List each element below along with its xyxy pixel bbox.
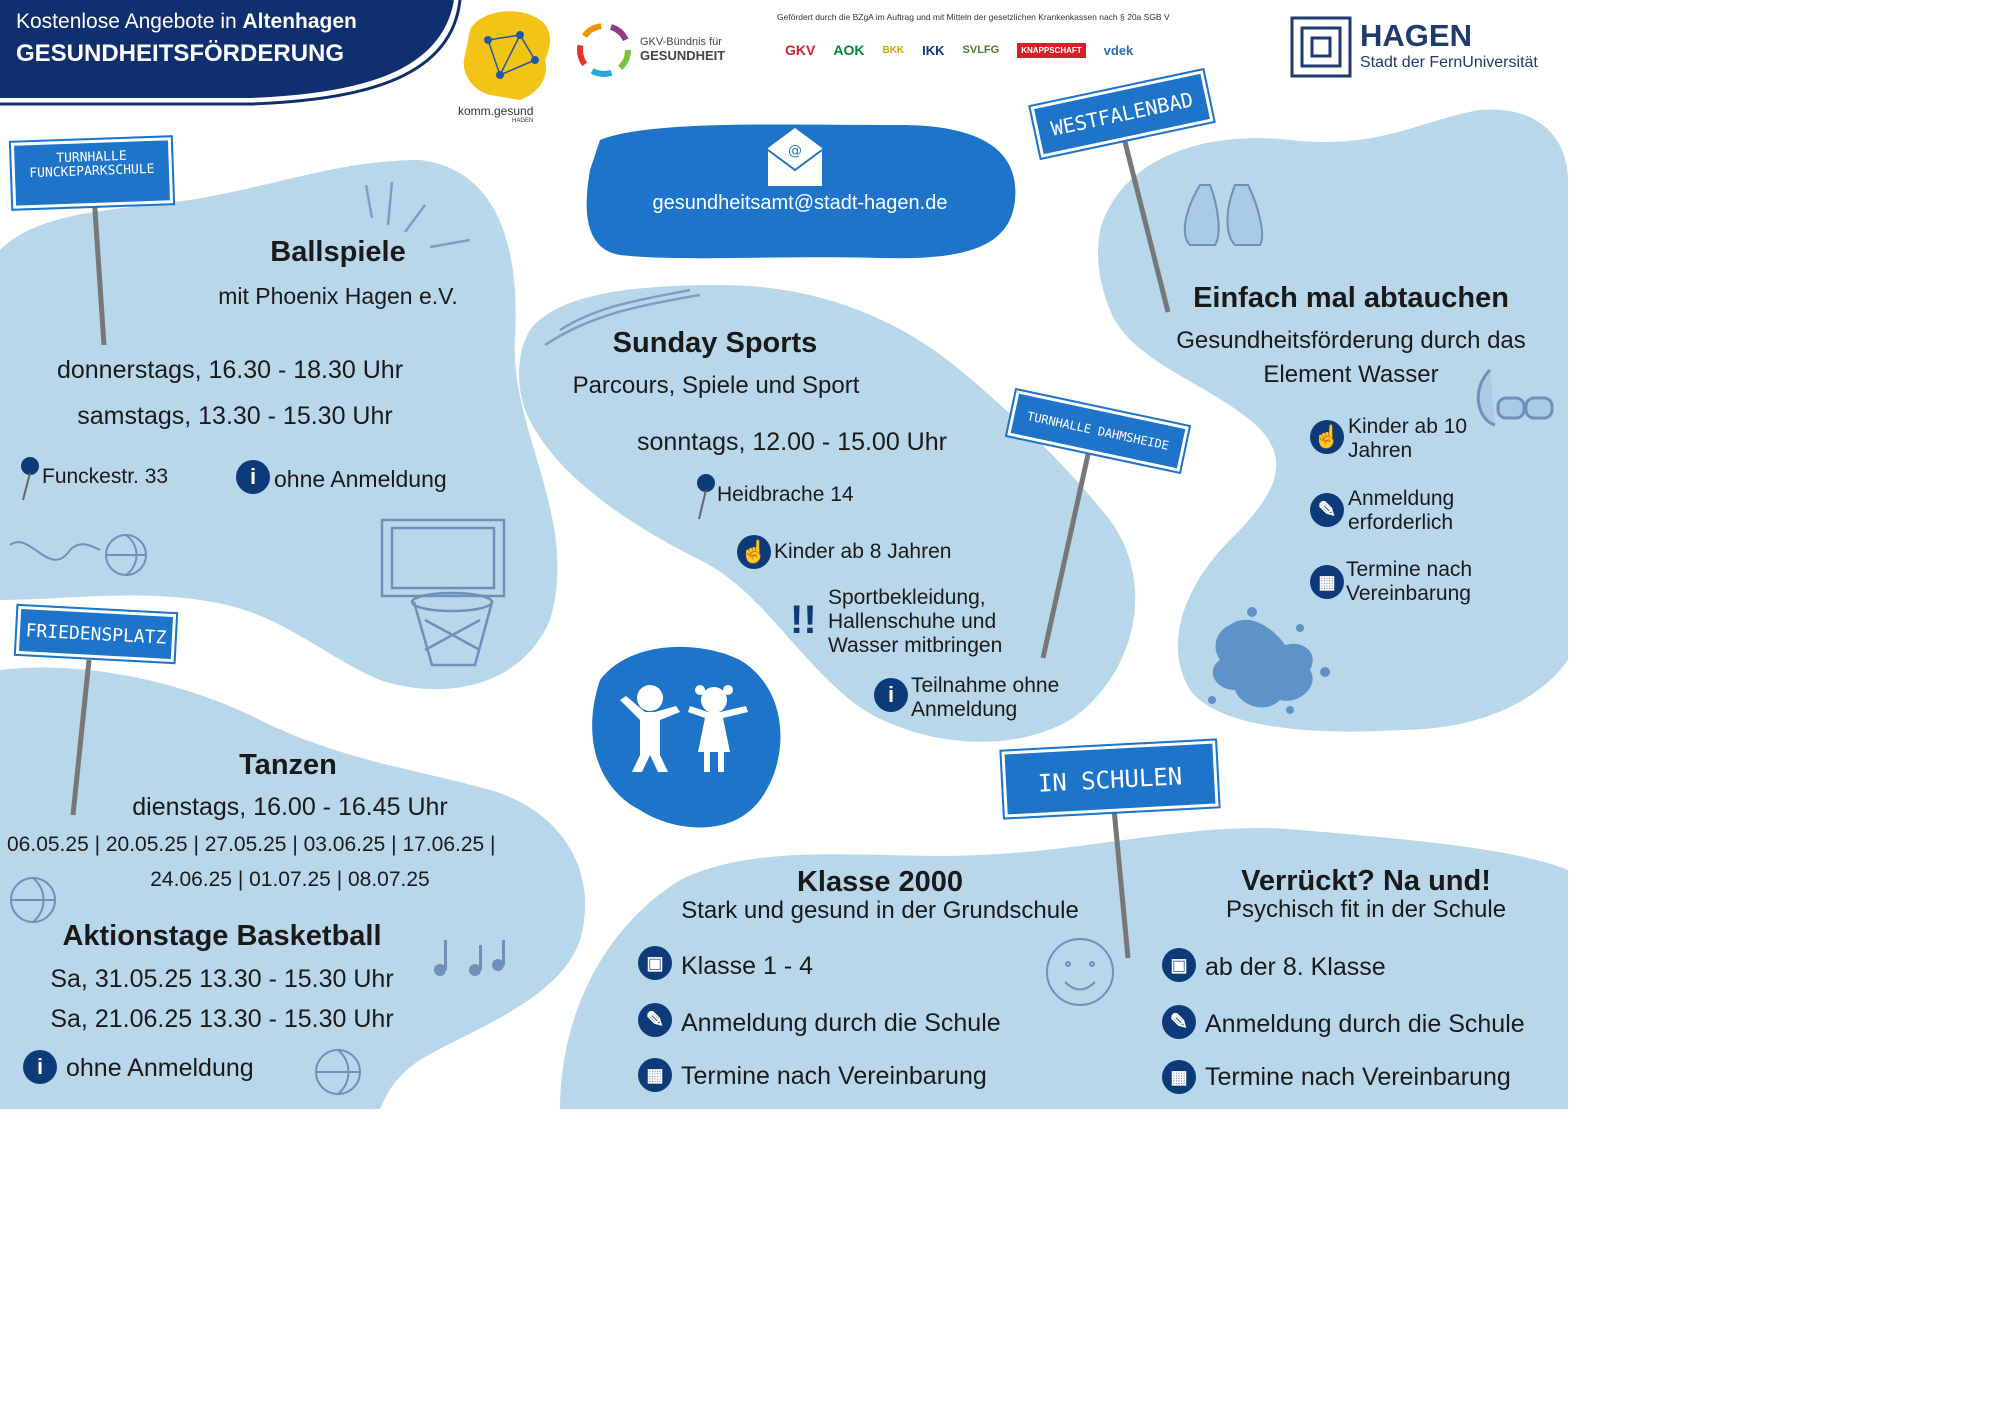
gkv-buendnis-logo [580,26,628,74]
abtauchen-subtitle-line: Gesundheitsförderung durch das [1176,327,1526,354]
funder-logo: IKK [922,42,945,58]
hagen-logo-mark [1292,18,1350,76]
komm-gesund-logo-sub: HAGEN [512,118,534,124]
info-icon: i [874,678,908,712]
calendar-icon: ▦ [1310,565,1344,599]
tanzen-dates-line2: 24.06.25 | 01.07.25 | 08.07.25 [150,868,430,891]
hagen-logo-title: HAGEN [1360,18,1472,53]
funder-logo: AOK [833,42,865,58]
funder-logos [785,36,1265,64]
funding-note: Gefördert durch die BZgA im Auftrag und mit Mitteln der gesetzlichen Krankenkassen nach § 20a SGB V [777,12,1170,22]
sunday-title: Sunday Sports [612,327,818,359]
sign-line: FUNCKEPARKSCHULE [29,162,155,182]
abtauchen-dates-line: Termine nach [1346,558,1473,581]
ballspiele-subtitle: mit Phoenix Hagen e.V. [218,283,458,309]
sign-westfalenbad: WESTFALENBAD [1031,70,1214,157]
tanzen-dates-line1: 06.05.25 | 20.05.25 | 27.05.25 | 03.06.25 | 17.06.25 | [7,833,496,856]
header-prefix: Kostenlose Angebote in [16,10,243,33]
ballspiele-title: Ballspiele [270,236,406,268]
klasse2000-grades: Klasse 1 - 4 [681,952,814,980]
ballspiele-time-thursday: donnerstags, 16.30 - 18.30 Uhr [56,356,404,384]
header-place: Altenhagen [242,10,357,33]
calendar-icon: ▦ [638,1058,672,1092]
sign-line: TURNHALLE [55,148,127,167]
gkv-logo-line1: GKV-Bündnis für [640,36,722,48]
komm-gesund-logo-text: komm.gesund [458,104,534,118]
tanzen-title: Tanzen [239,749,337,781]
pen-icon: ✎ [1162,1005,1196,1039]
sunday-age: Kinder ab 8 Jahren [774,540,952,563]
abtauchen-age-line: Jahren [1348,439,1413,462]
header-title: GESUNDHEITSFÖRDERUNG [16,40,345,67]
pen-icon: ✎ [638,1003,672,1037]
child-icon: ☝ [1310,420,1344,454]
location-pin-icon [694,472,718,522]
funder-logo: GKV [785,42,816,58]
exclamation-icon: !! [790,598,817,642]
sign-in-schulen: IN SCHULEN [1001,740,1218,817]
funder-logo: vdek [1103,42,1134,58]
klasse2000-subtitle: Stark und gesund in der Grundschule [681,897,1079,924]
location-pin-icon [18,455,42,503]
info-icon: i [23,1050,57,1084]
verrueckt-title: Verrückt? Na und! [1241,865,1491,897]
abtauchen-subtitle-line: Element Wasser [1263,361,1439,388]
funder-logo: BKK [882,44,905,56]
tanzen-time: dienstags, 16.00 - 16.45 Uhr [132,793,448,821]
sunday-note-line: Teilnahme ohne [911,674,1060,697]
sign-funckeparkschule [11,137,173,209]
contact-email[interactable]: gesundheitsamt@stadt-hagen.de [652,192,948,214]
funder-logo: SVLFG [962,44,1000,56]
verrueckt-subtitle: Psychisch fit in der Schule [1225,896,1507,923]
hagen-logo-subtitle: Stadt der FernUniversität [1360,54,1538,71]
verrueckt-grades: ab der 8. Klasse [1205,953,1386,981]
calendar-icon: ▦ [1162,1060,1196,1094]
sunday-note [911,674,1059,722]
sunday-address: Heidbrache 14 [717,483,854,506]
aktion-title: Aktionstage Basketball [62,920,382,952]
header-line1 [16,10,357,34]
abtauchen-registration-line: Anmeldung [1348,487,1455,510]
klasse2000-dates: Termine nach Vereinbarung [681,1062,987,1090]
pen-icon: ✎ [1310,493,1344,527]
klasse2000-title: Klasse 2000 [796,866,964,898]
abtauchen-title: Einfach mal abtauchen [1193,282,1509,314]
aktion-date-1: Sa, 31.05.25 13.30 - 15.30 Uhr [50,965,394,993]
kids-blob [592,647,780,828]
komm-gesund-map-logo [464,11,550,100]
child-icon: ☝ [737,535,771,569]
svg-text:@: @ [788,143,802,159]
abtauchen-age-line: Kinder ab 10 [1348,415,1468,438]
ballspiele-registration: ohne Anmeldung [274,466,447,492]
klasse2000-registration: Anmeldung durch die Schule [681,1009,1001,1037]
abtauchen-dates [1346,558,1472,606]
sunday-subtitle: Parcours, Spiele und Sport [572,372,860,399]
sunday-bring-line: Hallenschuhe und [828,610,997,633]
abtauchen-dates-line: Vereinbarung [1346,582,1471,605]
abtauchen-registration-line: erforderlich [1348,511,1454,534]
ballspiele-address: Funckestr. 33 [42,465,169,488]
funder-logo: KNAPPSCHAFT [1017,43,1085,58]
verrueckt-registration: Anmeldung durch die Schule [1205,1010,1525,1038]
tanzen-registration: ohne Anmeldung [66,1054,254,1082]
abtauchen-age [1348,415,1467,463]
abtauchen-registration [1348,487,1454,535]
sign-dahmsheide: TURNHALLE DAHMSHEIDE [1007,390,1189,472]
sunday-bring-line: Sportbekleidung, [828,586,986,609]
sunday-note-line: Anmeldung [911,698,1018,721]
ballspiele-time-saturday: samstags, 13.30 - 15.30 Uhr [77,402,393,430]
sunday-bring [828,586,1002,658]
sign-friedensplatz: FRIEDENSPLATZ [16,606,176,662]
aktion-date-2: Sa, 21.06.25 13.30 - 15.30 Uhr [50,1005,394,1033]
sunday-bring-line: Wasser mitbringen [828,634,1003,657]
gkv-logo-line2: GESUNDHEIT [640,48,726,63]
backpack-icon: ▣ [1162,948,1196,982]
info-icon: i [236,460,270,494]
verrueckt-dates: Termine nach Vereinbarung [1205,1063,1511,1091]
abtauchen-subtitle [1140,324,1562,392]
backpack-icon: ▣ [638,946,672,980]
sunday-time: sonntags, 12.00 - 15.00 Uhr [637,428,947,456]
